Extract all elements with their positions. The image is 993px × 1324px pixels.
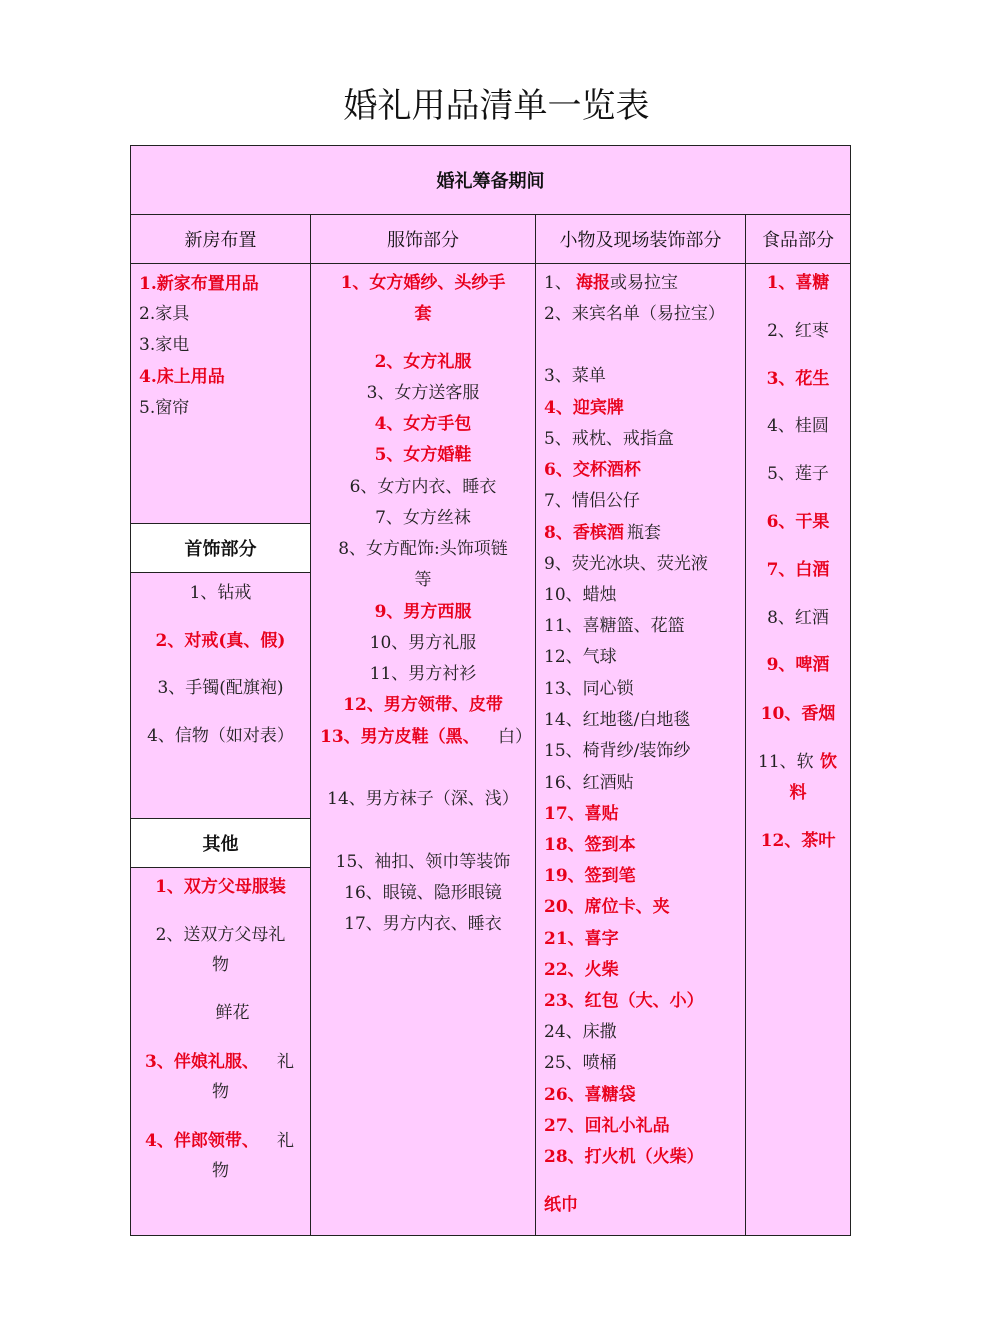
list-item: 3、伴娘礼服、 [145, 1052, 259, 1072]
list-item: 16、红酒贴 [544, 773, 634, 793]
list-item: 18、签到本 [544, 835, 636, 855]
column-header-label: 新房布置 [184, 230, 257, 251]
list-item: 2.家具 [139, 304, 190, 324]
list-item: 2、红枣 [767, 321, 829, 341]
list-item: 13、同心锁 [544, 679, 634, 699]
grid-line [130, 818, 311, 819]
list-item: 2、送双方父母礼 [155, 925, 286, 945]
list-item: 5、女方婚鞋 [374, 445, 472, 465]
jewelry-title: 首饰部分 [184, 539, 257, 560]
grid-line [130, 1235, 851, 1236]
list-item: 2、来宾名单（易拉宝） [544, 304, 725, 324]
list-item: 2、女方礼服 [374, 352, 472, 372]
list-item: 7、情侣公仔 [544, 491, 640, 511]
list-item: 9、荧光冰块、荧光液 [544, 554, 708, 574]
list-item: 1、 [544, 273, 572, 293]
list-item: 21、喜字 [544, 929, 619, 949]
other-header-cell [131, 819, 310, 867]
list-item: 4、女方手包 [374, 414, 472, 434]
list-item: 23、红包（大、小） [544, 991, 704, 1011]
list-item: 12、男方领带、皮带 [343, 695, 503, 715]
list-item: 5、戒枕、戒指盒 [544, 429, 674, 449]
column-header-label: 小物及现场装饰部分 [559, 230, 722, 251]
list-item: 1、喜糖 [766, 273, 830, 293]
list-item: 8、香槟酒 [544, 523, 624, 543]
grid-line [130, 523, 311, 524]
grid-line [130, 867, 311, 868]
list-item: 17、喜贴 [544, 804, 619, 824]
list-item: 28、打火机（火柴） [544, 1147, 704, 1167]
grid-line [130, 145, 851, 146]
list-item: 海报 [576, 273, 610, 293]
list-item: 或易拉宝 [610, 273, 678, 293]
list-item: 礼 [277, 1052, 294, 1072]
list-item: 9、男方西服 [374, 602, 472, 622]
section-title: 婚礼筹备期间 [436, 171, 545, 192]
column-header-new-house [131, 215, 310, 263]
list-item: 白） [498, 727, 532, 747]
list-item: 9、啤酒 [766, 655, 830, 675]
list-item: 2、对戒(真、假) [155, 631, 286, 651]
list-item: 17、男方内衣、睡衣 [344, 914, 502, 934]
list-item: 11、喜糖篮、花篮 [544, 616, 685, 636]
list-item: 27、回礼小礼品 [544, 1116, 670, 1136]
list-item: 6、女方内衣、睡衣 [349, 477, 497, 497]
list-item: 10、蜡烛 [544, 585, 617, 605]
list-item: 3.家电 [139, 335, 190, 355]
grid-line [130, 572, 311, 573]
list-item: 套 [414, 304, 432, 324]
list-item: 4、信物（如对表） [147, 726, 294, 746]
list-item: 5.窗帘 [139, 398, 190, 418]
list-item: 15、袖扣、领巾等装饰 [335, 852, 511, 872]
list-item: 3、手镯(配旗袍) [157, 678, 284, 698]
list-item: 13、男方皮鞋（黑、 [320, 727, 480, 747]
list-item: 14、男方袜子（深、浅） [327, 789, 519, 809]
list-item: 10、香烟 [760, 704, 836, 724]
list-item: 8、女方配饰:头饰项链 [338, 539, 508, 559]
list-item: 11、男方衬衫 [369, 664, 477, 684]
list-item: 10、男方礼服 [369, 633, 477, 653]
list-item: 7、白酒 [766, 560, 830, 580]
list-item: 3、菜单 [544, 366, 606, 386]
column-header-food [746, 215, 850, 263]
grid-line [130, 263, 851, 264]
jewelry-header-cell [131, 524, 310, 572]
list-item: 26、喜糖袋 [544, 1085, 636, 1105]
list-item: 礼 [277, 1131, 294, 1151]
section-title-cell [131, 146, 850, 214]
list-item: 15、椅背纱/装饰纱 [544, 741, 691, 761]
list-item: 4、迎宾牌 [544, 398, 624, 418]
page-title: 婚礼用品清单一览表 [343, 86, 650, 126]
list-item: 等 [414, 570, 432, 590]
list-item: 14、红地毯/白地毯 [544, 710, 691, 730]
list-item: 1、双方父母服装 [155, 877, 286, 897]
list-item: 24、床撒 [544, 1022, 617, 1042]
list-item: 20、席位卡、夹 [544, 897, 670, 917]
list-item: 3、女方送客服 [366, 383, 480, 403]
list-item: 瓶套 [627, 523, 661, 543]
list-item: 3、花生 [766, 369, 830, 389]
list-item: 5、莲子 [767, 464, 829, 484]
column-header-label: 食品部分 [762, 230, 834, 251]
list-item: 纸巾 [544, 1195, 578, 1215]
grid-line [850, 145, 851, 1236]
column-header-decor [536, 215, 745, 263]
list-item: 16、眼镜、隐形眼镜 [344, 883, 502, 903]
list-item: 6、干果 [766, 512, 830, 532]
list-item: 4.床上用品 [139, 367, 225, 387]
list-item: 料 [789, 783, 807, 803]
list-item: 8、红酒 [767, 608, 829, 628]
list-item: 物 [212, 1082, 229, 1102]
list-item: 19、签到笔 [544, 866, 636, 886]
list-item: 6、交杯酒杯 [544, 460, 641, 480]
list-item: 12、茶叶 [760, 831, 836, 851]
list-item: 12、气球 [544, 647, 617, 667]
list-item: 25、喷桶 [544, 1053, 617, 1073]
list-item: 4、桂圆 [767, 416, 829, 436]
other-title: 其他 [202, 834, 239, 855]
list-item: 饮 [820, 752, 837, 772]
list-item: 1、女方婚纱、头纱手 [340, 273, 506, 293]
list-item: 物 [212, 1161, 229, 1181]
list-item: 1、钻戒 [189, 583, 252, 603]
list-item: 物 [212, 955, 229, 975]
list-item: 1.新家布置用品 [139, 274, 259, 294]
column-header-clothing [311, 215, 535, 263]
list-item: 7、女方丝袜 [375, 508, 471, 528]
grid-line [130, 214, 851, 215]
grid-line [535, 214, 536, 1236]
list-item: 4、伴郎领带、 [145, 1131, 259, 1151]
column-header-label: 服饰部分 [387, 230, 459, 251]
list-item: 鲜花 [215, 1003, 250, 1023]
list-item: 11、软 [758, 752, 814, 772]
list-item: 22、火柴 [544, 960, 619, 980]
